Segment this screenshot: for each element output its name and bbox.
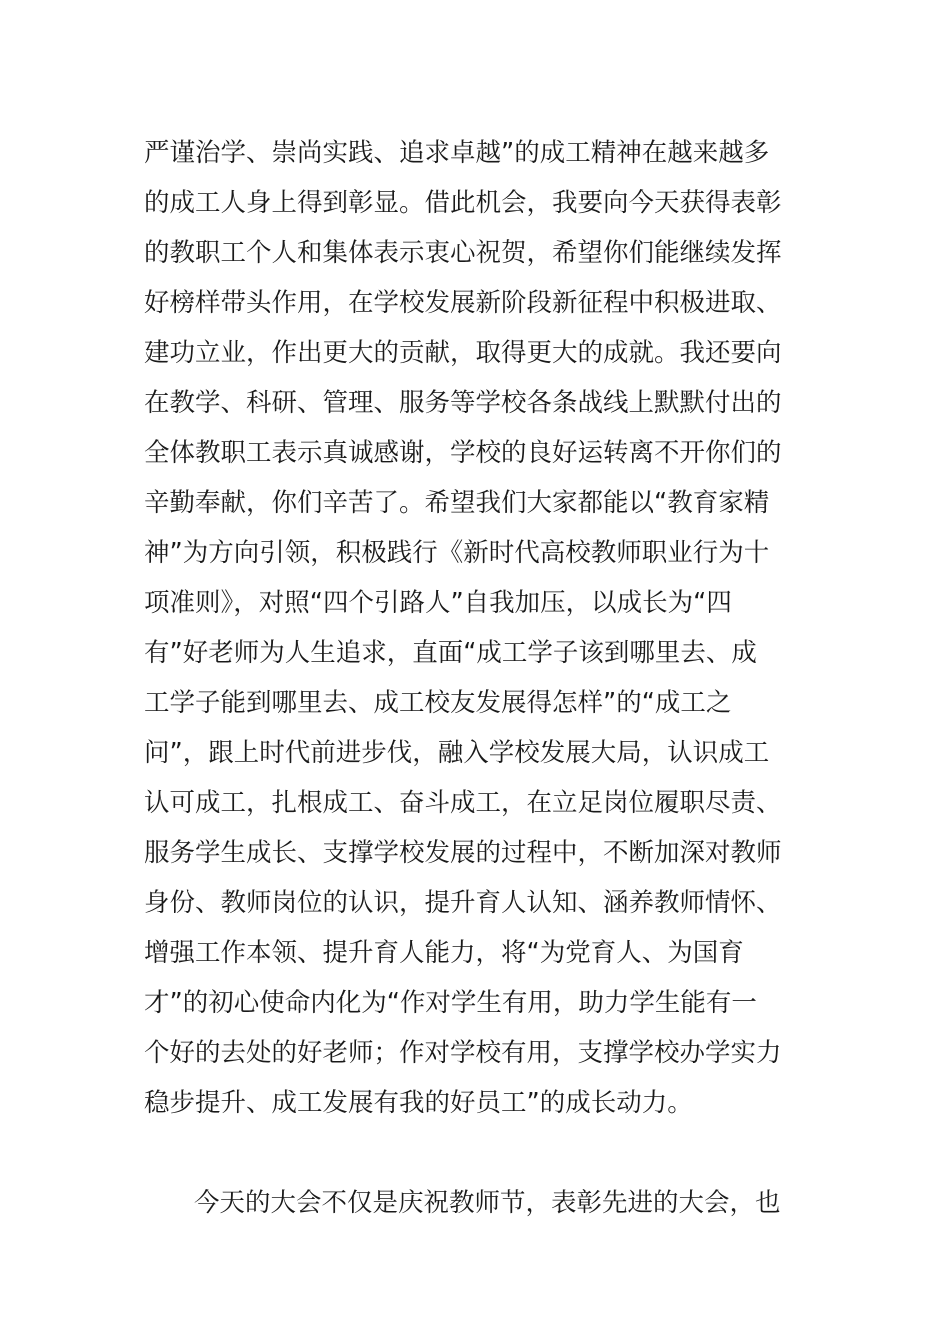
text-line: 在教学、科研、管理、服务等学校各条战线上默默付出的 [144,388,782,418]
text-line: 神”为方向引领，积极践行《新时代高校教师职业行为十 [144,538,770,568]
text-line: 全体教职工表示真诚感谢，学校的良好运转离不开你们的 [144,438,782,468]
text-line: 今天的大会不仅是庆祝教师节，表彰先进的大会，也 [194,1188,781,1218]
text-line: 认可成工，扎根成工、奋斗成工，在立足岗位履职尽责、 [144,788,782,818]
text-line: 严谨治学、崇尚实践、追求卓越”的成工精神在越来越多 [144,138,770,168]
text-line: 稳步提升、成工发展有我的好员工”的成长动力。 [144,1088,693,1118]
text-line: 项准则》，对照“四个引路人”自我加压，以成长为“四 [144,588,732,618]
text-line: 建功立业，作出更大的贡献，取得更大的成就。我还要向 [144,338,782,368]
text-line: 的教职工个人和集体表示衷心祝贺，希望你们能继续发挥 [144,238,782,268]
text-line: 个好的去处的好老师；作对学校有用，支撑学校办学实力 [144,1038,782,1068]
text-line: 身份、教师岗位的认识，提升育人认知、涵养教师情怀、 [144,888,782,918]
text-line: 有”好老师为人生追求，直面“成工学子该到哪里去、成 [144,638,757,668]
paragraph-2 [144,1178,816,1228]
text-line: 服务学生成长、支撑学校发展的过程中，不断加深对教师 [144,838,782,868]
text-line: 才”的初心使命内化为“作对学生有用，助力学生能有一 [144,988,757,1018]
text-line: 好榜样带头作用，在学校发展新阶段新征程中积极进取、 [144,288,782,318]
text-line: 辛勤奉献，你们辛苦了。希望我们大家都能以“教育家精 [144,488,770,518]
text-line: 问”，跟上时代前进步伐，融入学校发展大局，认识成工 [144,738,770,768]
text-line: 增强工作本领、提升育人能力，将“为党育人、为国育 [144,938,744,968]
paragraph-1 [144,128,816,1128]
text-line: 的成工人身上得到彰显。借此机会，我要向今天获得表彰 [144,188,782,218]
text-line: 工学子能到哪里去、成工校友发展得怎样”的“成工之 [144,688,732,718]
